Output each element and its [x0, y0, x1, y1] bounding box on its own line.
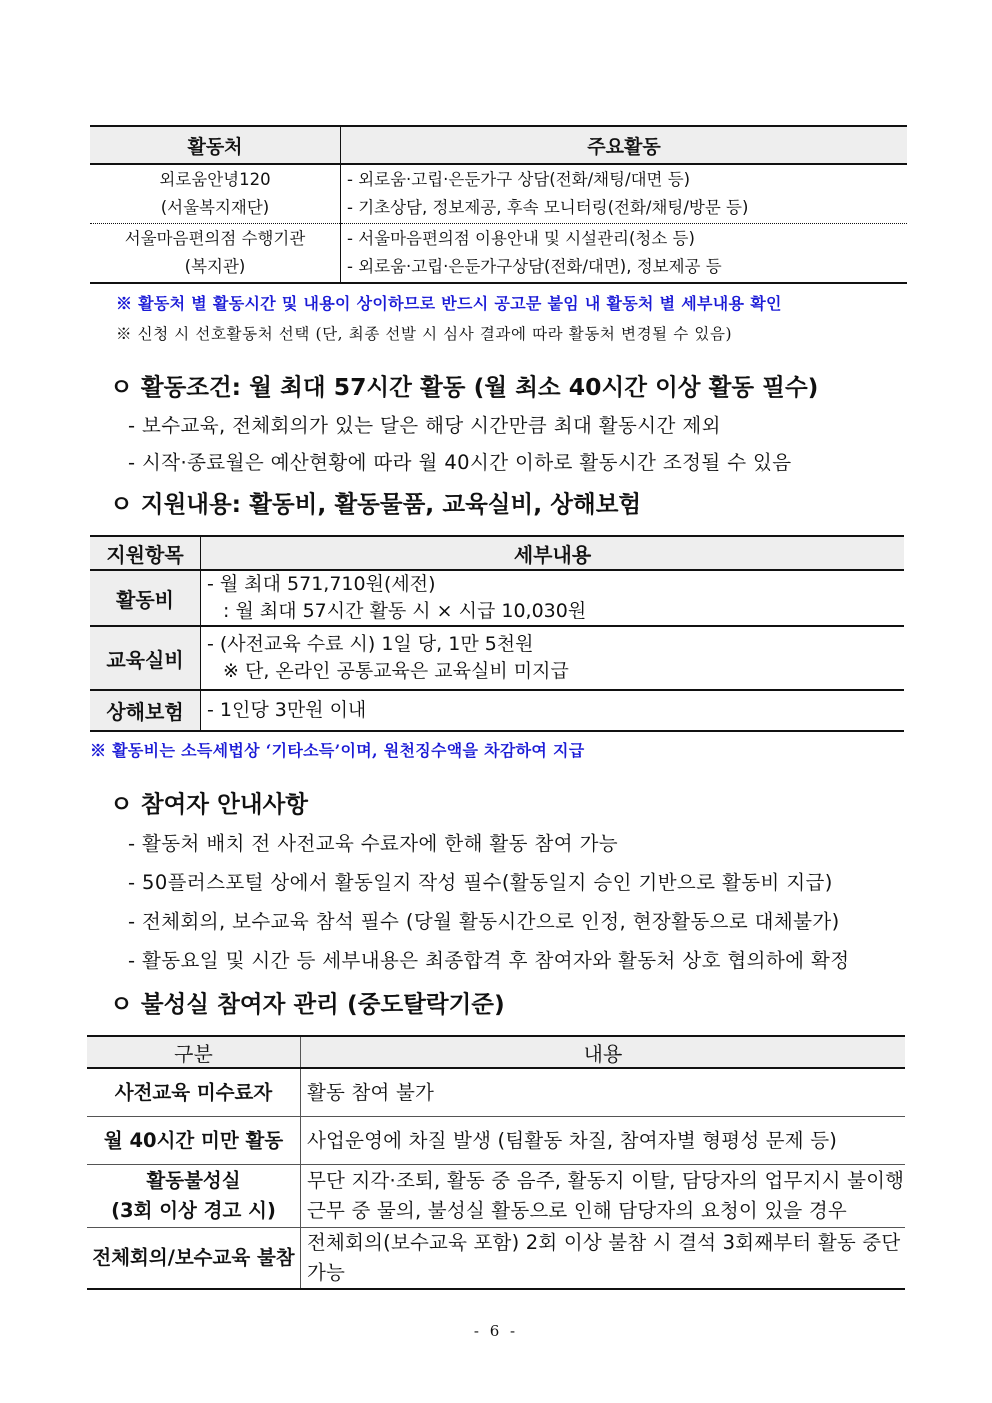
content-cell	[301, 1068, 906, 1117]
site-org: (서울복지재단)	[160, 198, 270, 217]
column-header-item: 지원항목	[90, 536, 201, 570]
activities-cell	[341, 224, 908, 284]
content-line: 활동 참여 불가	[307, 1080, 435, 1104]
category-line: 활동불성실	[146, 1169, 241, 1192]
support-item-label: 활동비	[90, 570, 201, 626]
activity-sites-table	[90, 125, 907, 284]
activity-item: - 기초상담, 정보제공, 후속 모니터링(전화/채팅/방문 등)	[347, 198, 749, 217]
support-item-label: 교육실비	[90, 626, 201, 690]
category-cell	[87, 1228, 301, 1290]
content-line: 무단 지각·조퇴, 활동 중 음주, 활동지 이탈, 담당자의 업무지시 불이행	[307, 1169, 905, 1192]
content-cell	[301, 1165, 906, 1228]
support-details-cell	[201, 570, 905, 626]
column-header-site: 활동처	[90, 126, 341, 164]
content-line: 근무 중 물의, 불성실 활동으로 인해 담당자의 요청이 있을 경우	[307, 1199, 847, 1222]
dropout-criteria-table	[87, 1035, 905, 1290]
note-check-site-details: ※ 활동처 별 활동시간 및 내용이 상이하므로 반드시 공고문 붙임 내 활동처 별 세부내용 확인	[116, 294, 782, 313]
support-detail-line: ※ 단, 온라인 공통교육은 교육실비 미지급	[223, 660, 569, 682]
category-line: (3회 이상 경고 시)	[111, 1199, 276, 1222]
site-cell	[90, 164, 341, 224]
support-detail-line: - 월 최대 571,710원(세전)	[207, 573, 436, 595]
table-header-row	[90, 126, 907, 164]
site-name: 외로움안녕120	[159, 170, 271, 189]
table-row	[90, 690, 904, 731]
support-detail-line: - 1인당 3만원 이내	[207, 699, 367, 721]
guide-item: - 50플러스포털 상에서 활동일지 작성 필수(활동일지 승인 기반으로 활동비 지급)	[128, 871, 833, 894]
guide-item: - 전체회의, 보수교육 참석 필수 (당월 활동시간으로 인정, 현장활동으로 대체불가)	[128, 910, 840, 933]
column-header-details: 세부내용	[201, 536, 905, 570]
support-detail-line: : 월 최대 57시간 활동 시 × 시급 10,030원	[223, 600, 587, 622]
site-org: (복지관)	[184, 257, 246, 276]
table-row	[87, 1165, 905, 1228]
support-details-cell	[201, 626, 905, 690]
table-header-row	[87, 1036, 905, 1068]
content-line: 전체회의(보수교육 포함) 2회 이상 불참 시 결석 3회째부터 활동 중단 가능	[307, 1231, 901, 1284]
category-cell	[87, 1165, 301, 1228]
activity-item: - 외로움·고립·은둔가구상담(전화/대면), 정보제공 등	[347, 257, 722, 276]
table-header-row	[90, 536, 904, 570]
table-row	[87, 1117, 905, 1165]
category-cell	[87, 1068, 301, 1117]
table-row	[90, 570, 904, 626]
note-other-income: ※ 활동비는 소득세법상 ‘기타소득’이며, 원천징수액을 차감하여 지급	[90, 741, 585, 760]
activities-cell	[341, 164, 908, 224]
column-header-activities: 주요활동	[341, 126, 908, 164]
table-row	[90, 626, 904, 690]
table-row	[87, 1228, 905, 1290]
category-line: 전체회의/보수교육 불참	[92, 1246, 295, 1269]
content-cell	[301, 1117, 906, 1165]
site-cell	[90, 224, 341, 284]
support-detail-line: - (사전교육 수료 시) 1일 당, 1만 5천원	[207, 633, 534, 655]
column-header-content: 내용	[301, 1036, 906, 1068]
category-line: 사전교육 미수료자	[114, 1080, 273, 1104]
activity-item: - 외로움·고립·은둔가구 상담(전화/채팅/대면 등)	[347, 170, 691, 189]
category-cell	[87, 1117, 301, 1165]
condition-item: - 시작·종료월은 예산현황에 따라 월 40시간 이하로 활동시간 조정될 수 있음	[128, 451, 792, 474]
support-details-cell	[201, 690, 905, 731]
section-title-support: ㅇ 지원내용: 활동비, 활동물품, 교육실비, 상해보험	[110, 490, 642, 518]
section-title-activity-conditions: ㅇ 활동조건: 월 최대 57시간 활동 (월 최소 40시간 이상 활동 필수)	[110, 373, 819, 401]
section-title-participant-guide: ㅇ 참여자 안내사항	[110, 790, 308, 818]
support-item-label: 상해보험	[90, 690, 201, 731]
condition-item: - 보수교육, 전체회의가 있는 달은 해당 시간만큼 최대 활동시간 제외	[128, 414, 721, 437]
content-line: 사업운영에 차질 발생 (팀활동 차질, 참여자별 형평성 문제 등)	[307, 1128, 838, 1152]
table-row	[90, 164, 907, 224]
support-table	[90, 535, 904, 732]
section-title-dropout: ㅇ 불성실 참여자 관리 (중도탈락기준)	[110, 990, 505, 1018]
page-number: - 6 -	[473, 1322, 519, 1340]
note-preferred-site: ※ 신청 시 선호활동처 선택 (단, 최종 선발 시 심사 결과에 따라 활동처 변경될 수 있음)	[116, 325, 733, 343]
guide-item: - 활동요일 및 시간 등 세부내용은 최종합격 후 참여자와 활동처 상호 협의하에 확정	[128, 949, 850, 972]
activity-item: - 서울마음편의점 이용안내 및 시설관리(청소 등)	[347, 229, 695, 248]
column-header-category: 구분	[87, 1036, 301, 1068]
table-row	[90, 224, 907, 284]
guide-item: - 활동처 배치 전 사전교육 수료자에 한해 활동 참여 가능	[128, 832, 619, 855]
content-cell	[301, 1228, 906, 1290]
site-name: 서울마음편의점 수행기관	[124, 229, 306, 248]
category-line: 월 40시간 미만 활동	[103, 1128, 284, 1152]
table-row	[87, 1068, 905, 1117]
